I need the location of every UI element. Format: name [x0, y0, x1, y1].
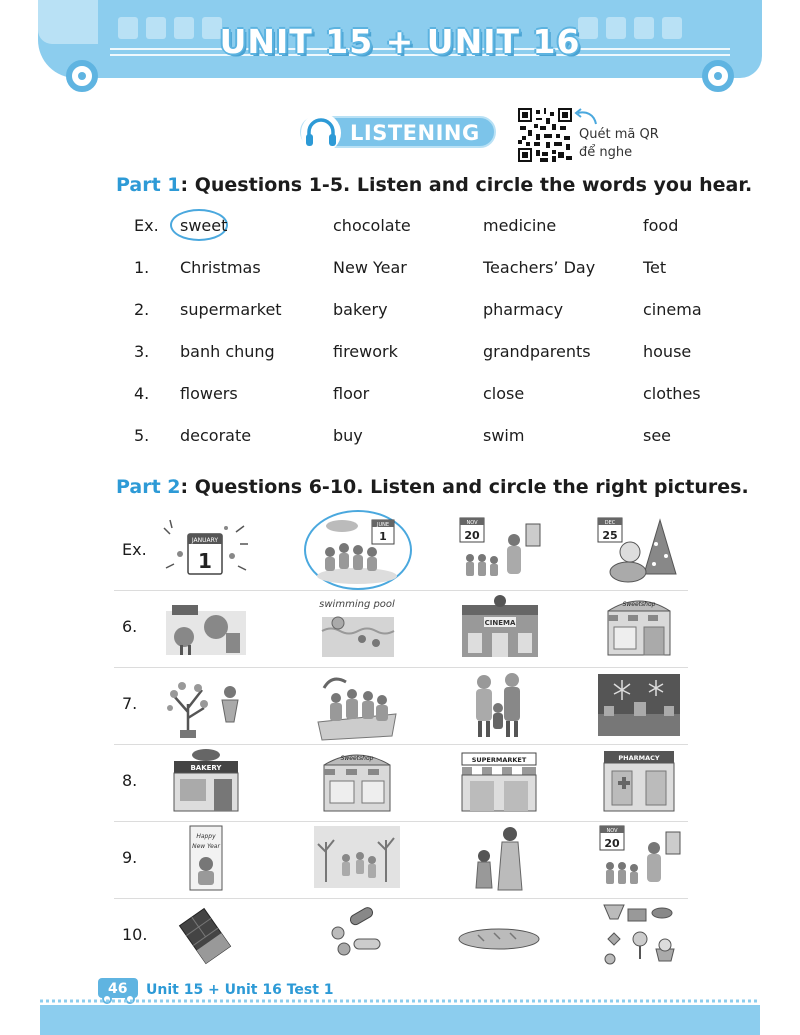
word-option[interactable]: banh chung — [180, 342, 275, 361]
bread-picture[interactable] — [454, 899, 544, 973]
bus-wheel-icon — [66, 60, 98, 92]
grandparents-picture[interactable] — [454, 668, 544, 742]
word-row — [0, 342, 800, 370]
question-number: 4. — [134, 384, 150, 403]
family-picnic-picture[interactable] — [312, 668, 402, 742]
word-option[interactable]: firework — [333, 342, 398, 361]
calendar-month-label: NOV — [606, 828, 618, 834]
word-option[interactable]: pharmacy — [483, 300, 564, 319]
bus-wheel-icon — [702, 60, 734, 92]
word-option[interactable]: food — [643, 216, 679, 235]
medicine-picture[interactable] — [312, 899, 402, 973]
card-text: Happy — [196, 833, 216, 840]
christmas-picture[interactable] — [594, 514, 684, 588]
word-row — [0, 426, 800, 454]
shop-sign: Sweetshop — [340, 755, 374, 762]
peach-tree-picture[interactable] — [160, 668, 250, 742]
question-number: 9. — [122, 848, 138, 867]
new-year-calendar-picture[interactable] — [160, 514, 250, 588]
unit-title: UNIT 15 + UNIT 16 — [219, 22, 581, 61]
fireworks-picture[interactable] — [594, 668, 684, 742]
headphones-icon — [300, 112, 342, 154]
part1-label: Part 1 — [116, 174, 181, 196]
footer-band — [40, 1005, 760, 1035]
picture-row-6 — [114, 591, 688, 668]
bakery-picture[interactable] — [160, 745, 250, 819]
park-picture[interactable] — [312, 822, 402, 896]
qr-note-line: để nghe — [579, 145, 633, 160]
curved-arrow-icon — [572, 108, 598, 126]
part2-instruction: : Questions 6-10. Listen and circle the right pictures. — [180, 476, 749, 498]
calendar-day-label: 20 — [464, 529, 480, 542]
word-option[interactable]: decorate — [180, 426, 252, 445]
qr-code-icon[interactable] — [518, 108, 572, 162]
calendar-month-label: JUNE — [376, 522, 390, 528]
calendar-month-label: DEC — [604, 520, 616, 526]
shop-sign: Sweetshop — [622, 601, 656, 608]
swimming-pool-picture[interactable] — [312, 591, 402, 665]
word-row-example — [0, 216, 800, 244]
listening-badge — [300, 116, 496, 148]
word-option[interactable]: flowers — [180, 384, 238, 403]
supermarket-picture[interactable] — [454, 745, 544, 819]
word-option[interactable]: Tet — [643, 258, 667, 277]
word-option[interactable]: house — [643, 342, 692, 361]
picture-row-ex — [114, 514, 688, 591]
footer-test-label: Unit 15 + Unit 16 Test 1 — [146, 982, 334, 998]
sweets-picture[interactable] — [594, 899, 684, 973]
question-number: 5. — [134, 426, 150, 445]
picture-caption: swimming pool — [319, 599, 395, 610]
part2-label: Part 2 — [116, 476, 181, 498]
calendar-month-label: JANUARY — [191, 537, 219, 544]
calendar-day-label: 25 — [602, 529, 618, 542]
word-option[interactable]: bakery — [333, 300, 388, 319]
teachers-day-picture[interactable] — [454, 514, 544, 588]
qr-note-line: Quét mã QR — [579, 127, 659, 142]
shop-sign: SUPERMARKET — [471, 756, 527, 764]
word-option[interactable]: see — [643, 426, 672, 445]
question-number: 2. — [134, 300, 150, 319]
question-number: Ex. — [122, 540, 147, 559]
word-option[interactable]: Christmas — [180, 258, 261, 277]
word-option[interactable]: chocolate — [333, 216, 411, 235]
cinema-picture[interactable] — [454, 591, 544, 665]
word-option[interactable]: grandparents — [483, 342, 591, 361]
part2-heading — [116, 476, 749, 498]
children-day-picture[interactable] — [312, 514, 402, 588]
picture-row-10 — [114, 899, 688, 976]
word-option[interactable]: clothes — [643, 384, 701, 403]
question-number: 1. — [134, 258, 150, 277]
bus-header — [0, 0, 800, 92]
part1-instruction: : Questions 1-5. Listen and circle the words you hear. — [180, 174, 753, 196]
pharmacy-picture[interactable] — [594, 745, 684, 819]
question-number: 7. — [122, 694, 138, 713]
part1-heading — [116, 174, 752, 196]
question-number: 3. — [134, 342, 150, 361]
sweetshop-picture[interactable] — [594, 591, 684, 665]
cinema-sign: CINEMA — [484, 619, 516, 627]
page-number: 46 — [108, 981, 128, 997]
word-row — [0, 300, 800, 328]
word-row — [0, 258, 800, 286]
shop-sign: BAKERY — [190, 764, 222, 772]
section-label: LISTENING — [350, 121, 480, 145]
calendar-day-label: 20 — [604, 837, 620, 850]
word-row — [0, 384, 800, 412]
qr-instruction — [579, 126, 659, 162]
picture-row-7 — [114, 668, 688, 745]
card-text: New Year — [192, 843, 220, 850]
chocolate-picture[interactable] — [160, 899, 250, 973]
teachers-day-picture[interactable] — [594, 822, 684, 896]
footer-dotted-line — [40, 998, 760, 1004]
word-option[interactable]: New Year — [333, 258, 407, 277]
sweetshop-picture[interactable] — [312, 745, 402, 819]
question-number: 8. — [122, 771, 138, 790]
calendar-day-label: 1 — [379, 530, 387, 543]
word-option[interactable]: close — [483, 384, 525, 403]
shop-sign: PHARMACY — [618, 754, 660, 762]
question-number: 6. — [122, 617, 138, 636]
picture-row-8 — [114, 745, 688, 822]
new-year-card-picture[interactable] — [160, 822, 250, 896]
word-option[interactable]: buy — [333, 426, 363, 445]
ao-dai-picture[interactable] — [454, 822, 544, 896]
calendar-day-label: 1 — [198, 549, 212, 573]
word-option[interactable]: floor — [333, 384, 370, 403]
picture-row-9 — [114, 822, 688, 899]
calendar-month-label: NOV — [466, 520, 478, 526]
word-option[interactable]: Teachers’ Day — [483, 258, 596, 277]
word-option[interactable]: supermarket — [180, 300, 282, 319]
zoo-picture[interactable] — [160, 591, 250, 665]
word-option[interactable]: cinema — [643, 300, 702, 319]
word-option[interactable]: swim — [483, 426, 525, 445]
question-number: 10. — [122, 925, 148, 944]
question-number: Ex. — [134, 216, 159, 235]
word-option[interactable]: sweet — [180, 216, 228, 235]
word-option[interactable]: medicine — [483, 216, 557, 235]
